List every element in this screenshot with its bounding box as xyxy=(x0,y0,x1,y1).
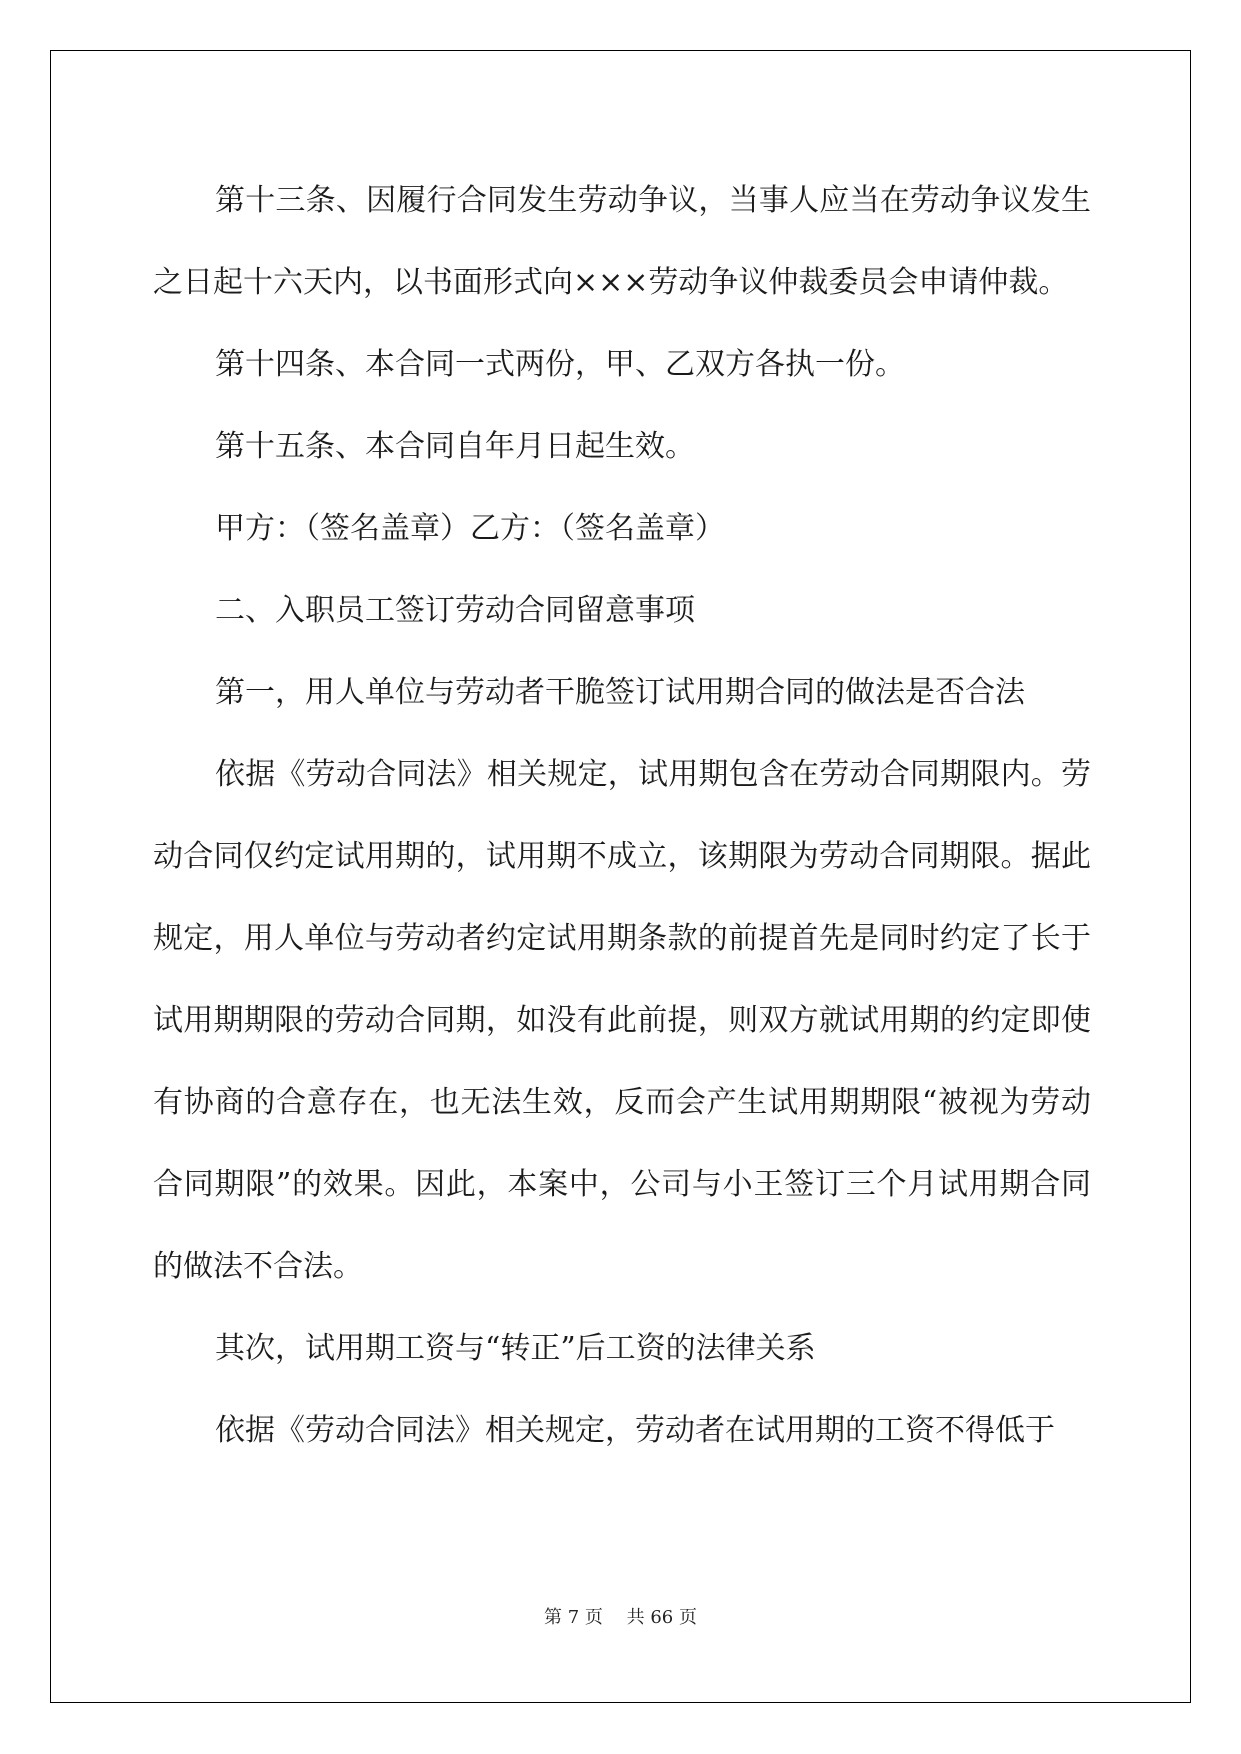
document-body xyxy=(153,160,1091,1472)
paragraph-article-15: 第十五条、本合同自年月日起生效。 xyxy=(215,429,695,464)
page-number-footer: 第 7 页 共 66 页 xyxy=(544,1607,697,1628)
signature-line: 甲方：（签名盖章）乙方：（签名盖章） xyxy=(215,511,725,546)
paragraph-probation-law: 依据《劳动合同法》相关规定，试用期包含在劳动合同期限内。劳动合同仅约定试用期的，试用期不成立，该期限为劳动合同期限。据此规定，用人单位与劳动者约定试用期条款的前提首先是同时约定了长于试用期期限的劳动合同期，如没有此前提，则双方就试用期的约定即使有协商的合意存在，也无法生效，反而会产生试用期期限“被视为劳动合同期限”的效果。因此，本案中，公司与小王签订三个月试用期合同的做法不合法。 xyxy=(153,757,1091,1284)
subheading-first: 第一，用人单位与劳动者干脆签订试用期合同的做法是否合法 xyxy=(215,675,1025,710)
paragraph-article-14: 第十四条、本合同一式两份，甲、乙双方各执一份。 xyxy=(215,347,905,382)
paragraph-article-13: 第十三条、因履行合同发生劳动争议，当事人应当在劳动争议发生之日起十六天内，以书面形式向×××劳动争议仲裁委员会申请仲裁。 xyxy=(153,183,1091,300)
paragraph-probation-wage: 依据《劳动合同法》相关规定，劳动者在试用期的工资不得低于 xyxy=(215,1413,1055,1448)
section-heading: 二、入职员工签订劳动合同留意事项 xyxy=(215,593,695,628)
subheading-second: 其次，试用期工资与“转正”后工资的法律关系 xyxy=(215,1331,816,1366)
